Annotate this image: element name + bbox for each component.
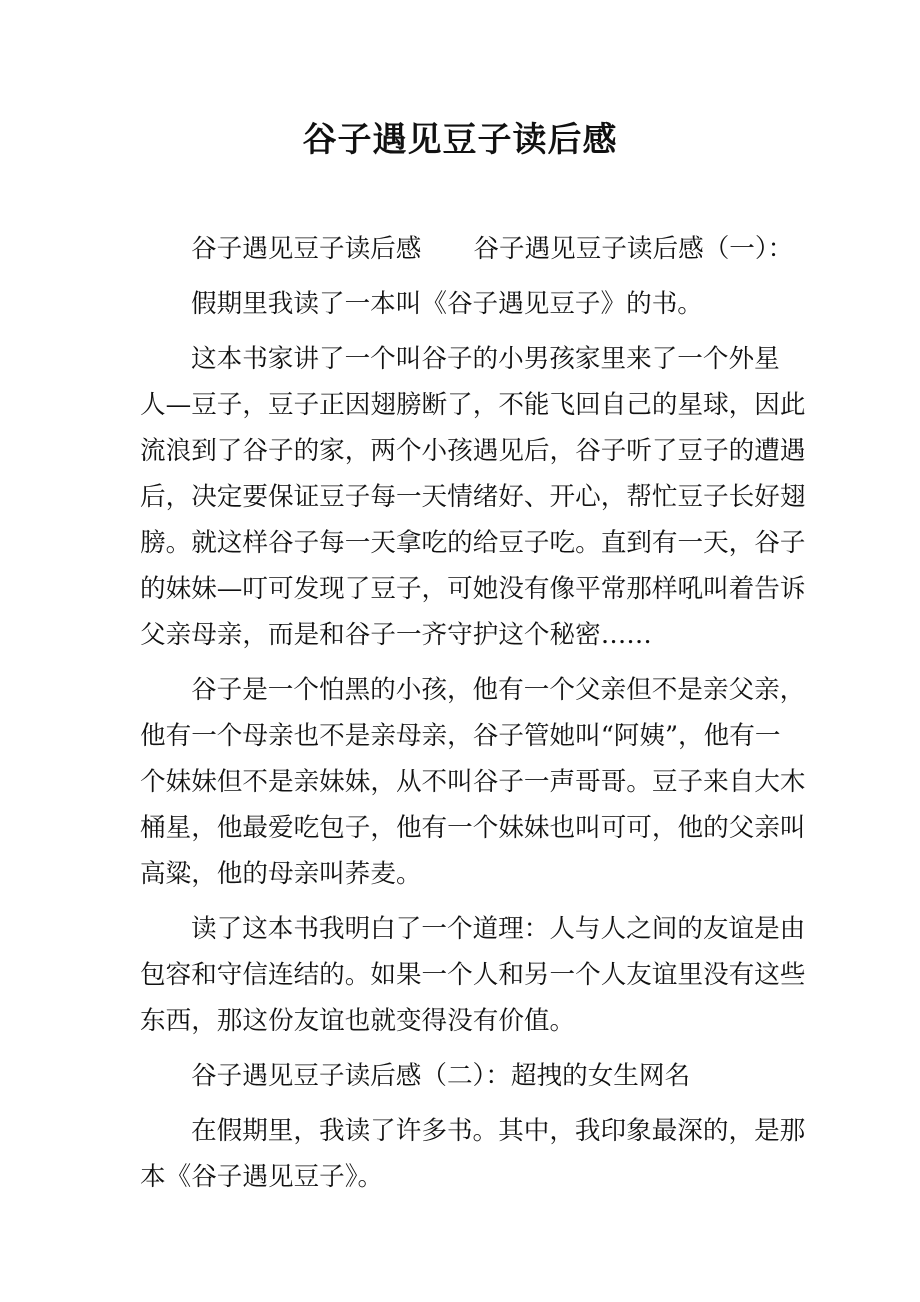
paragraph-line: 在假期里，我读了许多书。其中，我印象最深的，是那 [191,1116,806,1146]
document-title: 谷子遇见豆子读后感 [302,120,618,160]
heading-line-text [140,226,800,272]
heading-line [140,226,800,272]
document-body [140,226,806,1209]
paragraph-line: 桶星，他最爱吃包子，他有一个妹妹也叫可可，他的父亲叫 [140,813,806,843]
paragraph-line: 高粱，他的母亲叫荞麦。 [140,859,422,889]
paragraph [140,281,800,327]
paragraph [140,906,806,1044]
heading-left: 谷子遇见豆子读后感 [191,234,422,264]
paragraph-line: 包容和守信连结的。如果一个人和另一个人友谊里没有这些 [140,960,806,990]
paragraph-line: 谷子是一个怕黑的小孩，他有一个父亲但不是亲父亲， [191,675,806,705]
heading-right: 谷子遇见豆子读后感（一）： [473,234,794,264]
paragraph-line: 个妹妹但不是亲妹妹，从不叫谷子一声哥哥。豆子来自大木 [140,767,806,797]
paragraph [140,1108,806,1200]
paragraph-line: 膀。就这样谷子每一天拿吃的给豆子吃。直到有一天，谷子 [140,528,806,558]
paragraph-line: 的妹妹—叮可发现了豆子，可她没有像平常那样吼叫着告诉 [140,574,806,604]
paragraph-line: 后，决定要保证豆子每一天情绪好、开心，帮忙豆子长好翅 [140,482,806,512]
paragraph-line: 父亲母亲，而是和谷子一齐守护这个秘密…… [140,620,652,650]
paragraph-line: 本《谷子遇见豆子》。 [140,1162,384,1192]
paragraph-line: 他有一个母亲也不是亲母亲，谷子管她叫“阿姨”，他有一 [140,721,781,751]
paragraph-line: 人—豆子，豆子正因翅膀断了，不能飞回自己的星球，因此 [140,390,806,420]
paragraphs [140,281,806,1200]
paragraph [140,1053,800,1099]
paragraph-line: 读了这本书我明白了一个道理：人与人之间的友谊是由 [191,914,806,944]
paragraph-line: 假期里我读了一本叫《谷子遇见豆子》的书。 [191,289,703,319]
paragraph [140,336,806,658]
paragraph [140,667,806,897]
paragraph-line: 谷子遇见豆子读后感（二）：超拽的女生网名 [191,1061,691,1091]
paragraph-line: 这本书家讲了一个叫谷子的小男孩家里来了一个外星 [191,344,780,374]
paragraph-line: 东西，那这份友谊也就变得没有价值。 [140,1006,576,1036]
paragraph-line: 流浪到了谷子的家，两个小孩遇见后，谷子听了豆子的遭遇 [140,436,806,466]
